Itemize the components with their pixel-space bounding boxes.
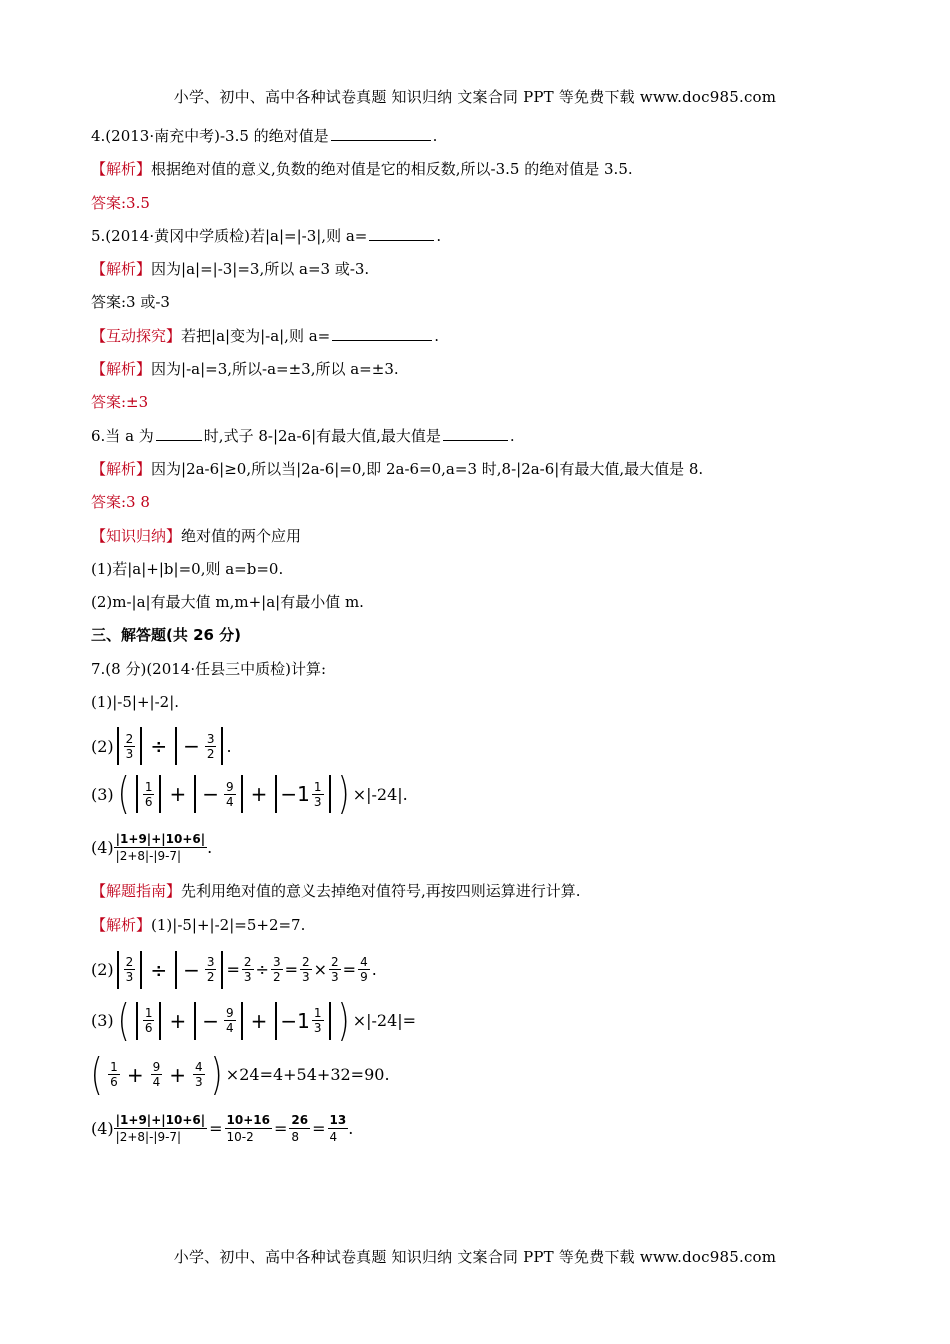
answer-blank [156, 426, 202, 441]
answer-blank [443, 426, 508, 441]
formula-tail: ×24=4+54+32=90. [225, 1065, 390, 1085]
analysis-tag: 【解析】 [91, 915, 152, 934]
analysis-text: 根据绝对值的意义,负数的绝对值是它的相反数,所以-3.5 的绝对值是 3.5. [151, 160, 633, 179]
abs-bar [117, 727, 143, 765]
q7-solution-3b [87, 1048, 871, 1100]
question-6-text-b: 时,式子 8-|2a-6|有最大值,最大值是 [203, 426, 441, 445]
numerator: 26 [291, 1113, 309, 1128]
summary-tag: 【知识归纳】 [91, 526, 182, 545]
analysis-tag: 【解析】 [91, 459, 152, 478]
formula-tail: ×|-24|= [352, 1011, 417, 1031]
fraction [114, 831, 207, 864]
formula: ( $\frac{1}{6}$ + $\frac{9}{4}$ + $\frac{4}{3}$ ) [90, 1048, 223, 1100]
part-label: (4) [91, 1119, 114, 1139]
guide-text: 先利用绝对值的意义去掉绝对值符号,再按四则运算进行计算. [181, 882, 581, 901]
q5-explore: 【互动探究】若把|a|变为|-a|,则 a= . [91, 326, 440, 345]
summary-point-1: (1)若|a|+|b|=0,则 a=b=0. [91, 559, 284, 578]
question-7: 7.(8 分)(2014·任县三中质检)计算: [91, 659, 327, 678]
analysis-text: 因为|2a-6|≥0,所以当|2a-6|=0,即 2a-6=0,a=3 时,8-|2a-6|有最大值,最大值是 8. [151, 459, 704, 478]
analysis-tag: 【解析】 [91, 160, 152, 179]
summary-text: 绝对值的两个应用 [181, 526, 302, 545]
fraction [225, 1112, 272, 1145]
q6-answer: 答案:3 8 [91, 493, 150, 512]
q7-part-4: (4) $\frac{|1+9|+|10+6|}{|2+8|-|9-7|}$ . [91, 831, 213, 863]
question-5-text: 5.(2014·黄冈中学质检)若|a|=|-3|,则 a= [91, 226, 368, 245]
part-label: (3) [91, 1011, 114, 1031]
formula: $\frac{2}{3}$ ÷ − $\frac{3}{2}$ . [114, 727, 232, 765]
page-footer: 小学、初中、高中各种试卷真题 知识归纳 文案合同 PPT 等免费下载 www.doc985.com [173, 1248, 777, 1266]
q7-part-1: (1)|-5|+|-2|. [91, 693, 180, 712]
analysis-text: 因为|-a|=3,所以-a=±3,所以 a=±3. [151, 360, 399, 379]
q7-part-3 [91, 768, 871, 820]
numerator: 10+16 [226, 1113, 270, 1128]
q5-explore-answer: 答案:±3 [91, 393, 149, 412]
formula: ( $\frac{1}{6}$ + − $\frac{9}{4}$ + −1 $\frac{1}{3}$ ) [117, 768, 350, 820]
formula: $\frac{2}{3}$ ÷ − $\frac{3}{2}$ = $\frac{2}{3}$ ÷ $\frac{3}{2}$ = $\frac{2}{3}$ × $\frac{2}{3}$ = $\frac{4}{9}$ . [114, 951, 377, 989]
numerator: |1+9|+|10+6| [115, 831, 206, 846]
question-6-text-a: 6.当 a 为 [91, 426, 154, 445]
denominator: 8 [291, 1130, 300, 1145]
q7-solution-4: (4) $\frac{|1+9|+|10+6|}{|2+8|-|9-7|}$ = $\frac{10+16}{10-2}$ = $\frac{26}{8}$ = $\frac{13}{4}$ . [91, 1113, 354, 1145]
document-body [91, 126, 871, 1160]
analysis-text: 因为|a|=|-3|=3,所以 a=3 或-3. [151, 260, 370, 279]
q4-analysis [91, 159, 871, 179]
denominator: |2+8|-|9-7| [115, 848, 182, 863]
question-4: 4.(2013·南充中考)-3.5 的绝对值是 . [91, 127, 438, 145]
q6-summary [91, 526, 871, 546]
q5-answer: 答案:3 或-3 [91, 293, 170, 312]
analysis-tag: 【解析】 [91, 360, 152, 379]
analysis-tag: 【解析】 [91, 260, 152, 279]
answer-blank [331, 126, 431, 141]
fraction: $\frac{2}{3}$ [125, 731, 134, 761]
formula-tail: ×|-24|. [352, 784, 408, 804]
page-header: 小学、初中、高中各种试卷真题 知识归纳 文案合同 PPT 等免费下载 www.doc985.com [173, 88, 777, 106]
fraction [328, 1112, 349, 1145]
q7-part-2 [91, 725, 871, 767]
q7-solution-2 [91, 948, 871, 992]
guide-tag: 【解题指南】 [91, 882, 182, 901]
solution-text: (1)|-5|+|-2|=5+2=7. [151, 915, 306, 934]
explore-tag: 【互动探究】 [91, 326, 182, 345]
section-heading: 三、解答题(共 26 分) [91, 626, 242, 645]
summary-point-2: (2)m-|a|有最大值 m,m+|a|有最小值 m. [91, 593, 364, 612]
q5-analysis [91, 259, 871, 279]
q5-explore-analysis [91, 359, 871, 379]
question-6: 6.当 a 为 时,式子 8-|2a-6|有最大值,最大值是 . [91, 426, 515, 445]
part-label: (4) [91, 837, 114, 857]
part-label: (2) [91, 736, 114, 756]
question-4-text: 4.(2013·南充中考)-3.5 的绝对值是 [91, 127, 329, 145]
answer-blank [369, 226, 434, 241]
part-label: (2) [91, 960, 114, 980]
q7-solution-1 [91, 915, 871, 935]
q6-analysis [91, 459, 871, 479]
formula: ( $\frac{1}{6}$ + − $\frac{9}{4}$ + −1 $\frac{1}{3}$ ) [117, 994, 350, 1046]
q7-guide [91, 881, 871, 901]
denominator: 10-2 [226, 1130, 254, 1145]
denominator: 4 [329, 1130, 338, 1145]
answer-blank [332, 326, 432, 341]
fraction [289, 1112, 310, 1145]
abs-bar: − $\frac{3}{2}$ [175, 727, 223, 765]
q7-solution-3 [91, 994, 871, 1046]
fraction: $\frac{3}{2}$ [206, 731, 215, 761]
denominator: |2+8|-|9-7| [115, 1130, 182, 1145]
numerator: |1+9|+|10+6| [115, 1113, 206, 1128]
question-5: 5.(2014·黄冈中学质检)若|a|=|-3|,则 a= . [91, 226, 442, 245]
fraction [114, 1112, 207, 1145]
part-label: (3) [91, 784, 114, 804]
q4-answer: 答案:3.5 [91, 193, 150, 212]
explore-text: 若把|a|变为|-a|,则 a= [181, 326, 331, 345]
numerator: 13 [329, 1113, 347, 1128]
